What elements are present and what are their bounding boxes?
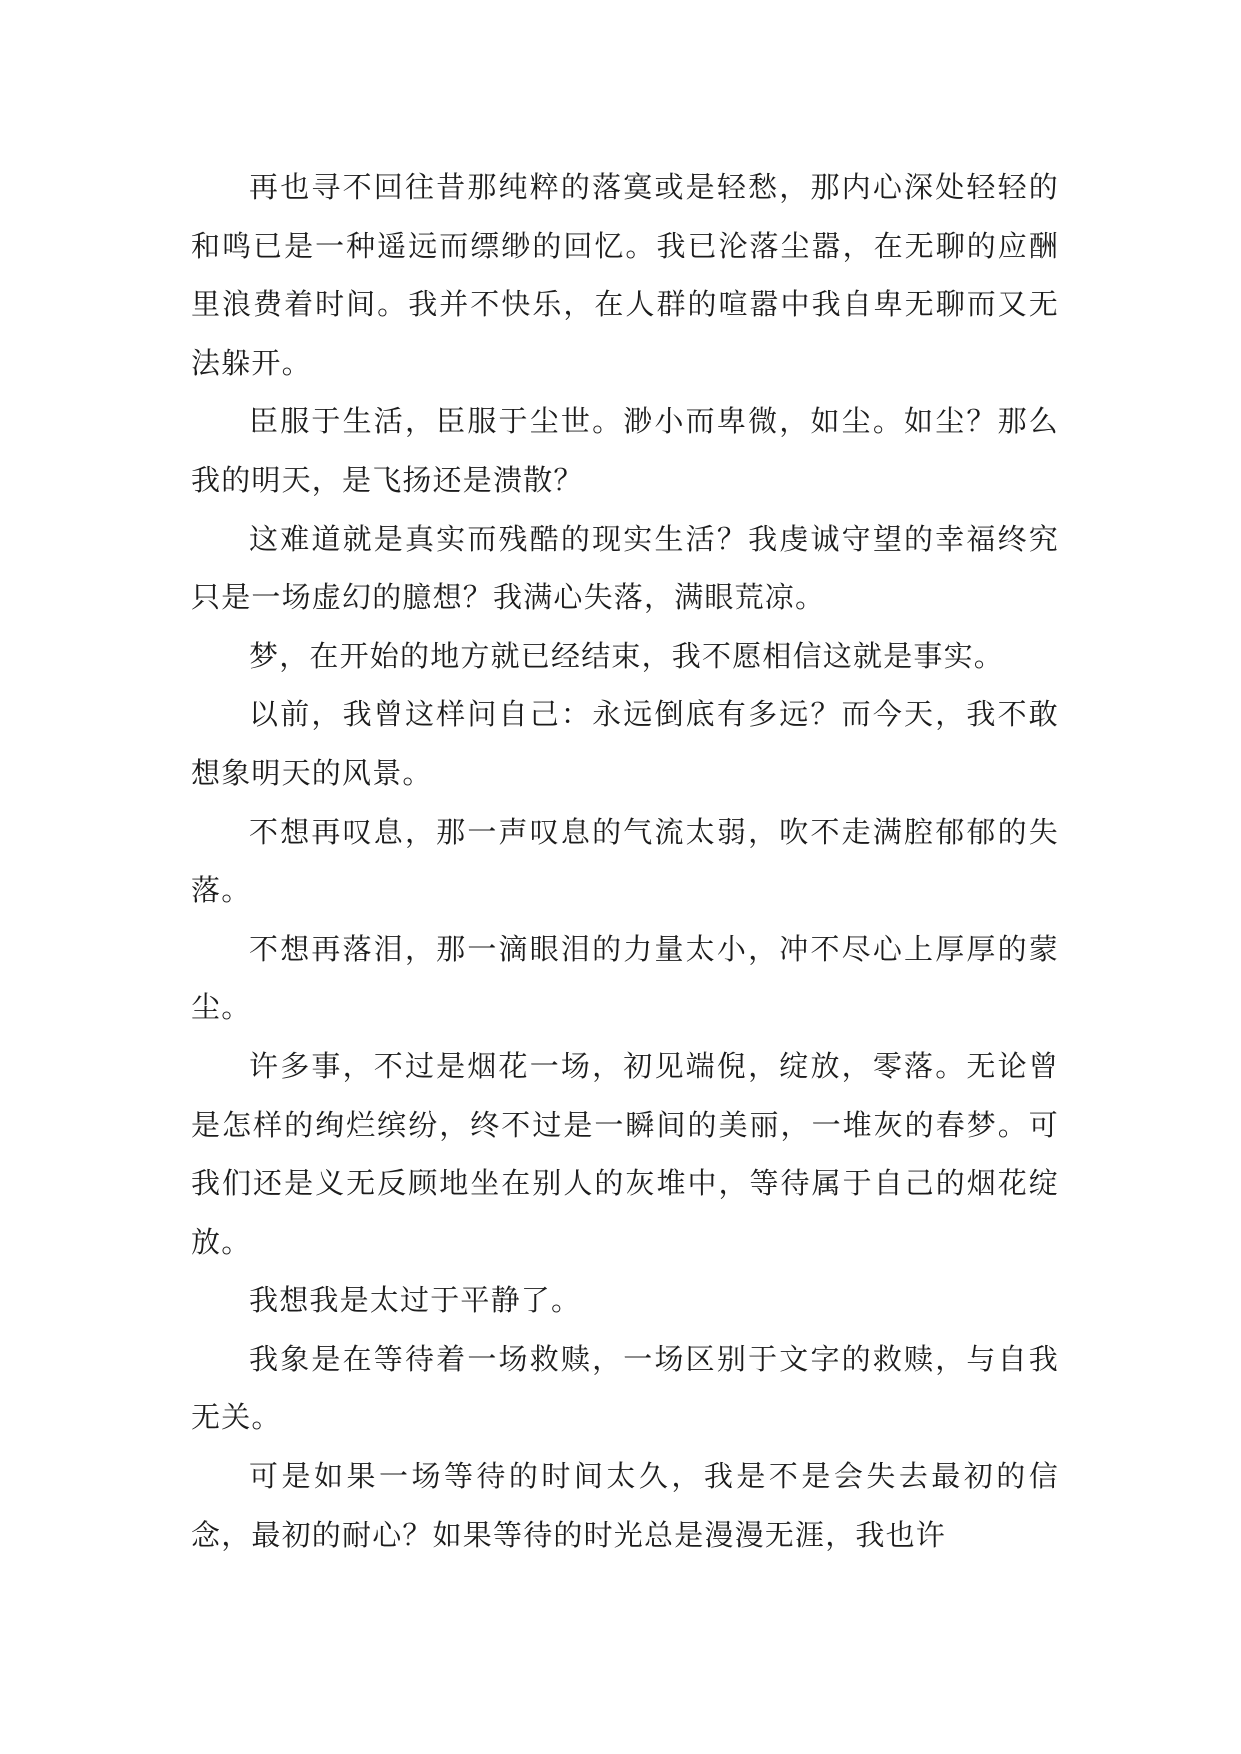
paragraph: 不想再落泪，那一滴眼泪的力量太小，冲不尽心上厚厚的蒙尘。 (191, 931, 1059, 1025)
paragraph: 这难道就是真实而残酷的现实生活？我虔诚守望的幸福终究只是一场虚幻的臆想？我满心失落，满眼荒凉。 (191, 521, 1059, 615)
paragraph: 我想我是太过于平静了。 (249, 1283, 582, 1318)
paragraph: 臣服于生活，臣服于尘世。渺小而卑微，如尘。如尘？那么我的明天，是飞扬还是溃散？ (191, 404, 1059, 497)
paragraph: 以前，我曾这样问自己：永远倒底有多远？而今天，我不敢想象明天的风景。 (191, 697, 1059, 790)
paragraph: 梦，在开始的地方就已经结束，我不愿相信这就是事实。 (249, 638, 1005, 673)
paragraph: 不想再叹息，那一声叹息的气流太弱，吹不走满腔郁郁的失落。 (191, 814, 1059, 908)
paragraph: 许多事，不过是烟花一场，初见端倪，绽放，零落。无论曾是怎样的绚烂缤纷，终不过是一瞬间的美丽，一堆灰的春梦。可我们还是义无反顾地坐在别人的灰堆中，等待属于自己的烟花绽放。 (191, 1048, 1059, 1259)
paragraph: 我象是在等待着一场救赎，一场区别于文字的救赎，与自我无关。 (191, 1341, 1059, 1435)
paragraph: 可是如果一场等待的时间太久，我是不是会失去最初的信念，最初的耐心？如果等待的时光总是漫漫无涯，我也许 (191, 1459, 1059, 1552)
paragraph: 再也寻不回往昔那纯粹的落寞或是轻愁，那内心深处轻轻的和鸣已是一种遥远而缥缈的回忆。我已沦落尘嚣，在无聊的应酬里浪费着时间。我并不快乐，在人群的喧嚣中我自卑无聊而又无法躲开。 (191, 170, 1059, 380)
document-body (191, 158, 1059, 1564)
